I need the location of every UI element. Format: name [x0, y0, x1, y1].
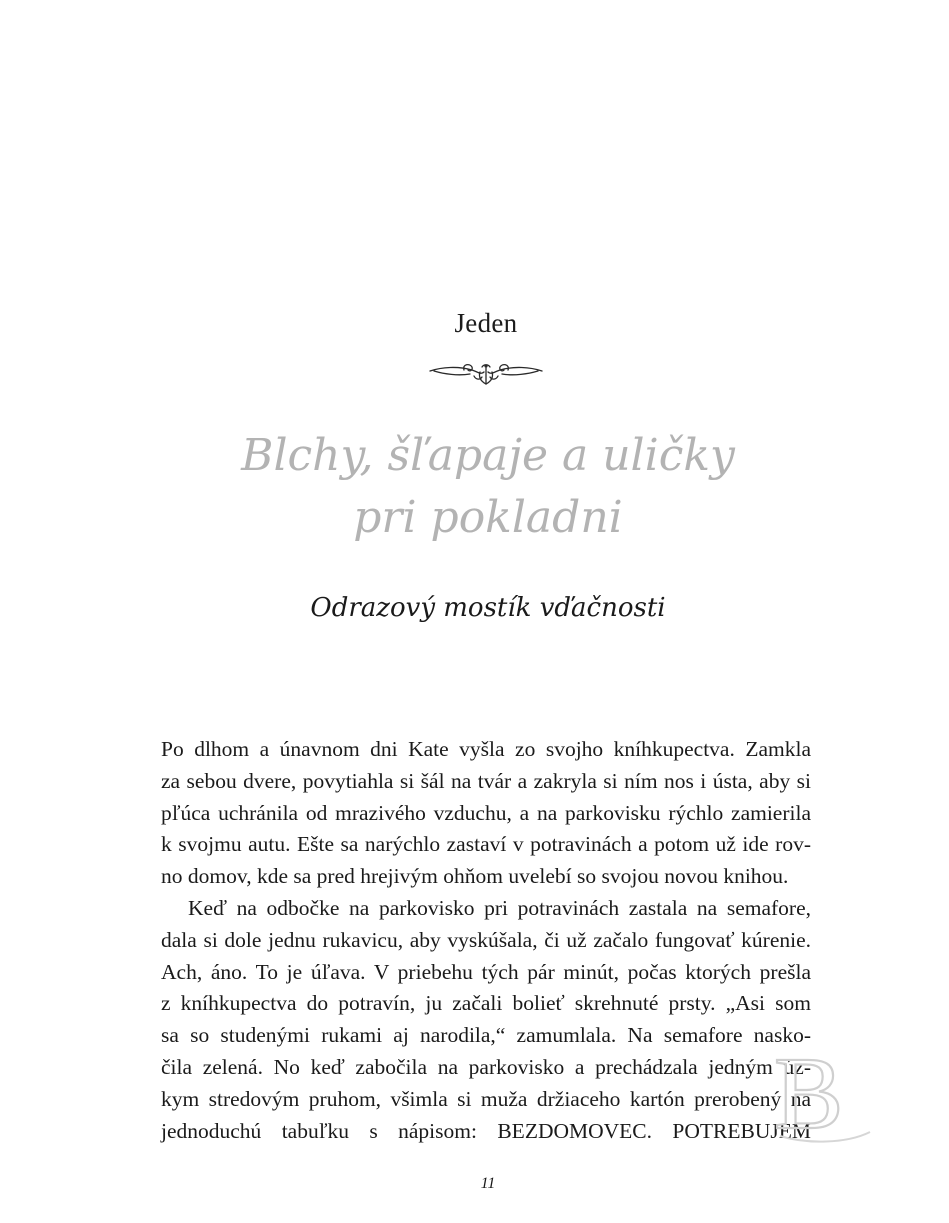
publisher-watermark-logo	[766, 1036, 876, 1146]
text-line: jednoduchú tabuľku s nápisom: BEZDOMOVEC. POTREBUJEM	[161, 1118, 811, 1143]
flourish-ornament-icon	[428, 358, 544, 388]
chapter-title	[0, 425, 949, 549]
text-line: kym stredovým pruhom, všimla si muža držiaceho kartón prerobený na	[161, 1086, 811, 1111]
chapter-title-line: Blchy, šľapaje a uličky	[241, 430, 735, 481]
text-line: dala si dole jednu rukavicu, aby vyskúšala, či už začalo fungovať kúrenie.	[161, 927, 811, 952]
text-line: pľúca uchránila od mrazivého vzduchu, a na parkovisku rýchlo zamierila	[161, 800, 811, 825]
paragraph	[161, 893, 811, 1147]
text-line: z kníhkupectva do potravín, ju začali bolieť skrehnuté prsty. „Asi som	[161, 991, 811, 1016]
body-text	[161, 734, 811, 1147]
text-line: Ach, áno. To je úľava. V priebehu tých pár minút, počas ktorých prešla	[161, 959, 811, 984]
chapter-title-line: pri pokladni	[353, 492, 623, 543]
page-number: 11	[480, 1175, 496, 1192]
chapter-number: Jeden	[454, 308, 518, 338]
text-line: čila zelená. No keď zabočila na parkovisko a prechádzala jedným úz-	[161, 1054, 811, 1079]
text-line: k svojmu autu. Ešte sa narýchlo zastaví v potravinách a potom už ide rov-	[161, 832, 811, 857]
paragraph	[161, 734, 811, 893]
text-line: no domov, kde sa pred hrejivým ohňom uvelebí so svojou novou knihou.	[161, 864, 789, 889]
chapter-subtitle: Odrazový mostík vďačnosti	[310, 593, 666, 623]
text-line: za sebou dvere, povytiahla si šál na tvár a zakryla si ním nos i ústa, aby si	[161, 768, 811, 793]
text-line: Po dlhom a únavnom dni Kate vyšla zo svojho kníhkupectva. Zamkla	[161, 737, 811, 761]
text-line: sa so studenými rukami aj narodila,“ zamumlala. Na semafore nasko-	[161, 1023, 811, 1048]
svg-text:B: B	[774, 1036, 844, 1146]
text-line: Keď na odbočke na parkovisko pri potravinách zastala na semafore,	[188, 895, 811, 920]
